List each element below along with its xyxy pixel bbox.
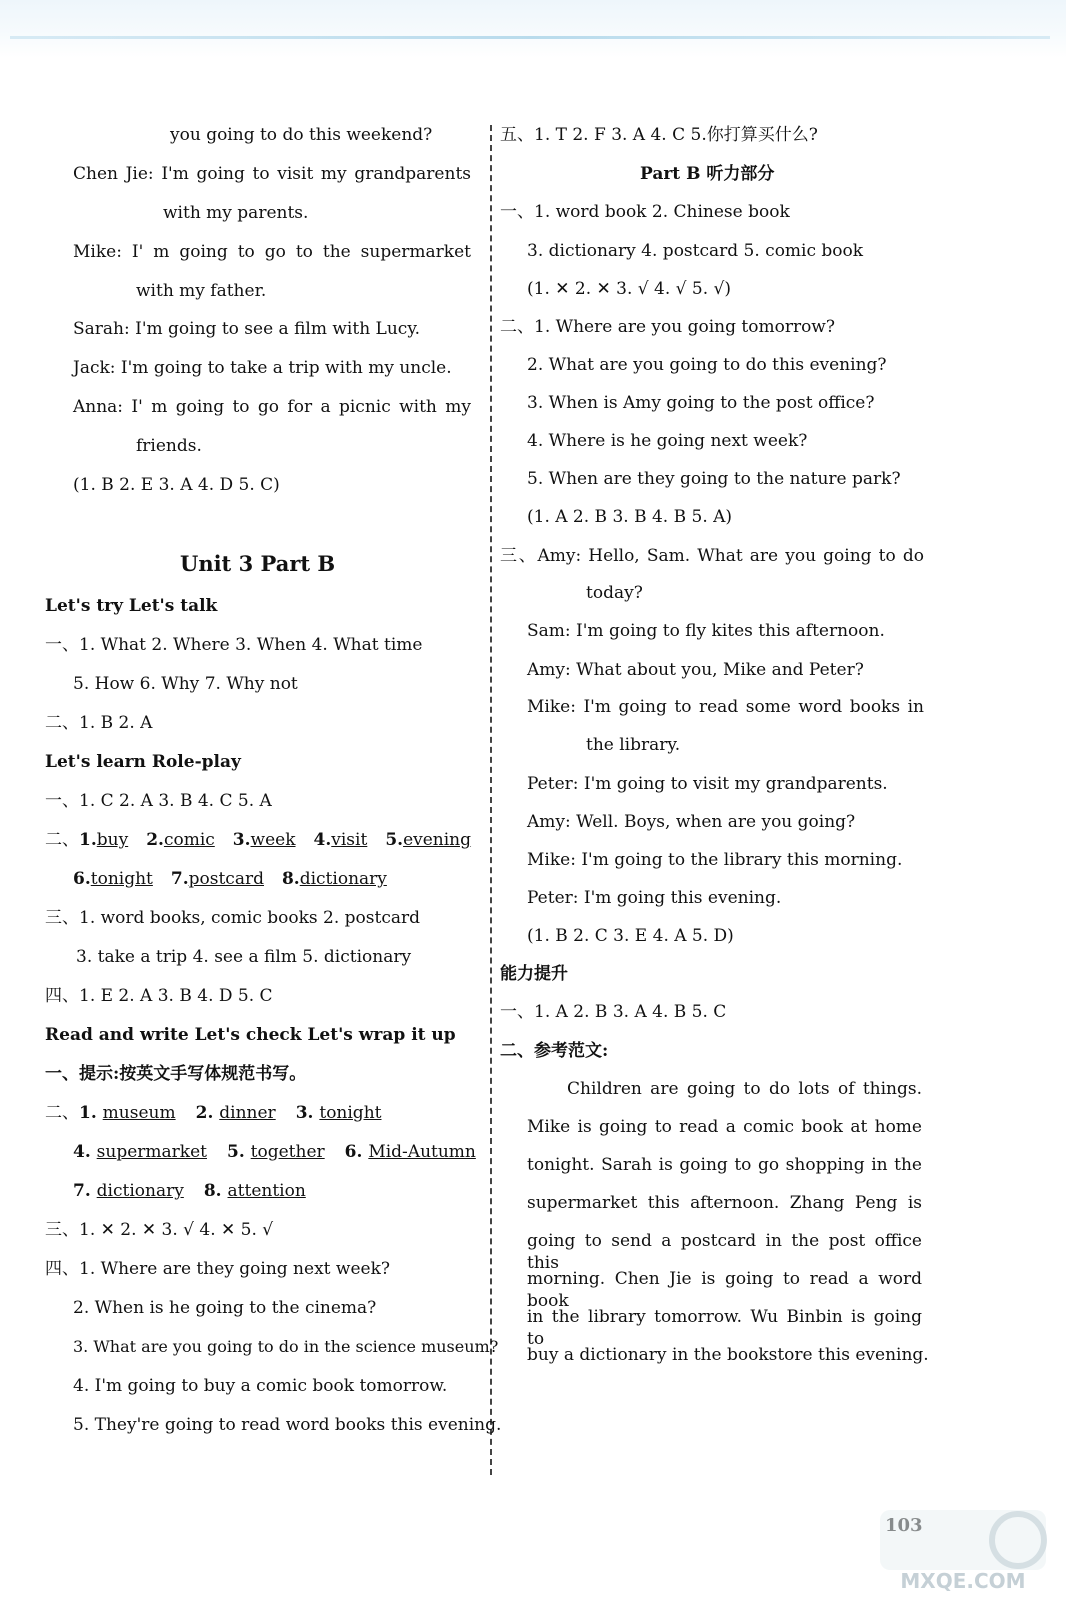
right-text-line: Children are going to do lots of things. (567, 1079, 922, 1099)
right-text-line: buy a dictionary in the bookstore this evening. (527, 1345, 929, 1365)
right-text-line: 五、1. T 2. F 3. A 4. C 5.你打算买什么? (500, 125, 818, 145)
vocab-row (73, 1180, 306, 1202)
vocab-row (73, 1141, 476, 1163)
question-number: 二、 (45, 830, 79, 850)
underlined-word: dictionary (96, 1181, 184, 1201)
left-text-line: with my father. (136, 281, 267, 301)
right-text-line: 一、1. A 2. B 3. A 4. B 5. C (500, 1002, 727, 1022)
column-divider (490, 125, 492, 1475)
left-text-line: 三、1. word books, comic books 2. postcard (45, 908, 420, 928)
right-text-line: 二、参考范文: (500, 1041, 609, 1061)
right-text-line: 能力提升 (500, 964, 568, 984)
right-text-line: 3. When is Amy going to the post office? (527, 393, 875, 413)
vocab-row (45, 1102, 381, 1124)
underlined-word: Mid-Autumn (368, 1142, 476, 1162)
underlined-word: attention (227, 1181, 306, 1201)
item-number: 1. (79, 1103, 103, 1123)
left-text-line: 二、1. B 2. A (45, 713, 153, 733)
item-number: 8. (203, 1181, 228, 1201)
right-text-line: Sam: I'm going to fly kites this afternoon. (527, 621, 885, 641)
item-number: 5. (385, 830, 404, 850)
header-band (0, 0, 1066, 58)
left-text-line: 3. What are you going to do in the science museum? (73, 1337, 499, 1356)
underlined-word: tonight (319, 1103, 382, 1123)
left-text-line: 4. I'm going to buy a comic book tomorrow. (73, 1376, 448, 1396)
left-text-line: Let's learn Role-play (45, 752, 241, 772)
left-text-line: 3. take a trip 4. see a film 5. dictionary (76, 947, 412, 967)
underlined-word: dictionary (299, 869, 387, 889)
right-text-line: Mike: I'm going to read some word books in (527, 697, 924, 717)
right-text-line: Mike: I'm going to the library this morning. (527, 850, 903, 870)
left-text-line: you going to do this weekend? (170, 125, 433, 145)
right-text-line: 二、1. Where are you going tomorrow? (500, 317, 835, 337)
right-text-line: Amy: Well. Boys, when are you going? (527, 812, 856, 832)
underlined-word: buy (96, 830, 129, 850)
item-number: 4. (73, 1142, 97, 1162)
right-text-line: Peter: I'm going this evening. (527, 888, 782, 908)
right-text-line: 2. What are you going to do this evening? (527, 355, 887, 375)
left-text-line: 三、1. ✕ 2. ✕ 3. √ 4. ✕ 5. √ (45, 1220, 274, 1240)
item-number: 2. (195, 1103, 220, 1123)
left-text-line: 四、1. E 2. A 3. B 4. D 5. C (45, 986, 273, 1006)
watermark-logo (878, 1500, 1048, 1595)
underlined-word: tonight (90, 869, 153, 889)
item-number: 7. (170, 869, 189, 889)
item-number: 5. (227, 1142, 251, 1162)
underlined-word: together (250, 1142, 325, 1162)
right-text-line: supermarket this afternoon. Zhang Peng is (527, 1193, 922, 1213)
left-text-line: 一、提示:按英文手写体规范书写。 (45, 1064, 307, 1084)
left-text-line: Chen Jie: I'm going to visit my grandparents (73, 164, 471, 184)
watermark-text: MXQE.COM (900, 1569, 1026, 1593)
right-text-line: (1. A 2. B 3. B 4. B 5. A) (527, 507, 733, 527)
item-number: 7. (73, 1181, 97, 1201)
vocab-row (45, 829, 471, 851)
item-number: 4. (313, 830, 332, 850)
underlined-word: evening (403, 830, 472, 850)
left-text-line: 2. When is he going to the cinema? (73, 1298, 377, 1318)
left-text-line: with my parents. (163, 203, 309, 223)
underlined-word: dinner (219, 1103, 276, 1123)
item-number: 6. (344, 1142, 369, 1162)
left-text-line: 一、1. What 2. Where 3. When 4. What time (45, 635, 423, 655)
left-text-line: (1. B 2. E 3. A 4. D 5. C) (73, 475, 280, 495)
right-text-line: 5. When are they going to the nature park? (527, 469, 901, 489)
right-text-line: going to send a postcard in the post office this (527, 1231, 922, 1273)
left-text-line: 5. They're going to read word books this evening. (73, 1415, 502, 1435)
header-line (10, 36, 1050, 39)
right-text-line: tonight. Sarah is going to go shopping in the (527, 1155, 922, 1175)
underlined-word: comic (163, 830, 215, 850)
left-text-line: Jack: I'm going to take a trip with my uncle. (73, 358, 452, 378)
right-text-line: 3. dictionary 4. postcard 5. comic book (527, 241, 864, 261)
right-text-line: 三、Amy: Hello, Sam. What are you going to do (500, 546, 924, 566)
vocab-row (73, 868, 387, 890)
left-text-line: Read and write Let's check Let's wrap it up (45, 1025, 456, 1045)
right-text-line: (1. B 2. C 3. E 4. A 5. D) (527, 926, 734, 946)
right-text-line: Amy: What about you, Mike and Peter? (527, 660, 864, 680)
right-text-line: 4. Where is he going next week? (527, 431, 808, 451)
item-number: 2. (146, 830, 164, 850)
underlined-word: museum (102, 1103, 176, 1123)
left-text-line: Mike: I' m going to go to the supermarket (73, 242, 471, 262)
underlined-word: visit (331, 830, 368, 850)
underlined-word: week (250, 830, 296, 850)
right-text-line: 一、1. word book 2. Chinese book (500, 202, 790, 222)
right-text-line: Mike is going to read a comic book at home (527, 1117, 922, 1137)
underlined-word: postcard (188, 869, 264, 889)
left-text-line: 一、1. C 2. A 3. B 4. C 5. A (45, 791, 272, 811)
left-text-line: 四、1. Where are they going next week? (45, 1259, 390, 1279)
left-text-line: Sarah: I'm going to see a film with Lucy. (73, 319, 421, 339)
item-number: 8. (281, 869, 300, 889)
underlined-word: supermarket (96, 1142, 207, 1162)
left-text-line: friends. (136, 436, 202, 456)
unit-heading: Unit 3 Part B (180, 551, 336, 576)
right-text-line: Part B 听力部分 (640, 164, 775, 184)
left-text-line: Let's try Let's talk (45, 596, 218, 616)
item-number: 6. (73, 869, 91, 889)
right-text-line: in the library tomorrow. Wu Binbin is going to (527, 1307, 922, 1349)
left-text-line: Anna: I' m going to go for a picnic with my (73, 397, 471, 417)
item-number: 1. (79, 830, 97, 850)
right-text-line: (1. ✕ 2. ✕ 3. √ 4. √ 5. √) (527, 279, 731, 299)
right-text-line: morning. Chen Jie is going to read a word book (527, 1269, 922, 1311)
right-text-line: the library. (586, 735, 681, 755)
item-number: 3. (232, 830, 251, 850)
question-number: 二、 (45, 1103, 79, 1123)
right-text-line: today? (586, 583, 643, 603)
left-text-line: 5. How 6. Why 7. Why not (73, 674, 298, 694)
item-number: 3. (295, 1103, 320, 1123)
right-text-line: Peter: I'm going to visit my grandparents. (527, 774, 888, 794)
